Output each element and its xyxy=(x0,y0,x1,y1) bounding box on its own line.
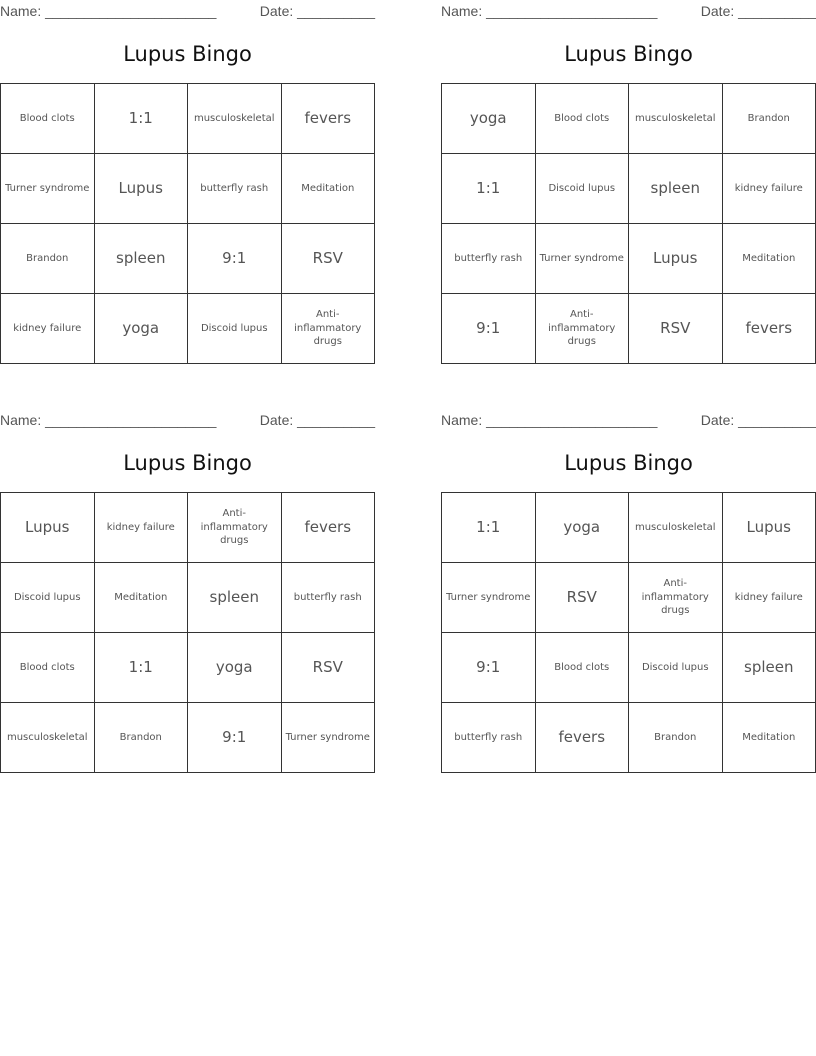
bingo-grid xyxy=(0,83,375,364)
grid-row xyxy=(442,703,816,773)
card-title: Lupus Bingo xyxy=(564,451,693,475)
bingo-cell[interactable]: kidney failure xyxy=(1,294,95,364)
bingo-cell[interactable]: Lupus xyxy=(1,493,95,563)
bingo-card-1 xyxy=(0,0,375,348)
bingo-cell[interactable]: Turner syndrome xyxy=(535,224,629,294)
bingo-cell[interactable]: yoga xyxy=(442,84,536,154)
bingo-grid xyxy=(441,83,816,364)
bingo-grid xyxy=(0,492,375,773)
bingo-cell[interactable]: yoga xyxy=(535,493,629,563)
bingo-cell[interactable]: musculoskeletal xyxy=(629,84,723,154)
grid-row xyxy=(442,633,816,703)
bingo-card-3 xyxy=(0,409,375,747)
bingo-cell[interactable]: Blood clots xyxy=(535,84,629,154)
bingo-cell[interactable]: fevers xyxy=(722,294,816,364)
bingo-cell[interactable]: Anti-inflammatory drugs xyxy=(535,294,629,364)
bingo-cell[interactable]: Turner syndrome xyxy=(442,563,536,633)
bingo-cell[interactable]: fevers xyxy=(281,493,375,563)
card-header xyxy=(441,0,816,24)
card-title: Lupus Bingo xyxy=(564,42,693,66)
bingo-cell[interactable]: spleen xyxy=(188,563,282,633)
bingo-cell[interactable]: Lupus xyxy=(94,154,188,224)
bingo-cell[interactable]: 1:1 xyxy=(442,154,536,224)
bingo-cell[interactable]: spleen xyxy=(94,224,188,294)
bingo-cell[interactable]: 9:1 xyxy=(442,294,536,364)
bingo-cell[interactable]: Brandon xyxy=(722,84,816,154)
grid-row xyxy=(442,493,816,563)
grid-row xyxy=(1,563,375,633)
grid-row xyxy=(1,493,375,563)
bingo-cell[interactable]: kidney failure xyxy=(722,154,816,224)
bingo-cell[interactable]: musculoskeletal xyxy=(1,703,95,773)
grid-row xyxy=(1,294,375,364)
bingo-card-4 xyxy=(441,409,816,747)
bingo-cell[interactable]: Turner syndrome xyxy=(281,703,375,773)
bingo-card-2 xyxy=(441,0,816,348)
bingo-cell[interactable]: yoga xyxy=(188,633,282,703)
bingo-cell[interactable]: 1:1 xyxy=(94,84,188,154)
name-field[interactable]: Name: ______________________ xyxy=(441,3,658,19)
card-header xyxy=(0,0,375,24)
name-field[interactable]: Name: ______________________ xyxy=(441,412,658,428)
grid-row xyxy=(1,154,375,224)
bingo-cell[interactable]: 1:1 xyxy=(94,633,188,703)
bingo-cell[interactable]: 9:1 xyxy=(188,703,282,773)
grid-row xyxy=(1,84,375,154)
date-field[interactable]: Date: __________ xyxy=(700,412,816,428)
card-header xyxy=(441,409,816,433)
bingo-cell[interactable]: kidney failure xyxy=(94,493,188,563)
bingo-cell[interactable]: Discoid lupus xyxy=(629,633,723,703)
bingo-cell[interactable]: Discoid lupus xyxy=(535,154,629,224)
bingo-cell[interactable]: Meditation xyxy=(281,154,375,224)
card-title: Lupus Bingo xyxy=(123,42,252,66)
bingo-cell[interactable]: fevers xyxy=(535,703,629,773)
name-field[interactable]: Name: ______________________ xyxy=(0,412,217,428)
date-field[interactable]: Date: __________ xyxy=(259,3,375,19)
bingo-cell[interactable]: Brandon xyxy=(94,703,188,773)
bingo-cell[interactable]: Discoid lupus xyxy=(188,294,282,364)
bingo-cell[interactable]: butterfly rash xyxy=(442,703,536,773)
bingo-cell[interactable]: RSV xyxy=(281,633,375,703)
date-field[interactable]: Date: __________ xyxy=(700,3,816,19)
bingo-cell[interactable]: Lupus xyxy=(629,224,723,294)
bingo-cell[interactable]: RSV xyxy=(629,294,723,364)
bingo-cell[interactable]: spleen xyxy=(629,154,723,224)
bingo-cell[interactable]: Lupus xyxy=(722,493,816,563)
grid-row xyxy=(442,294,816,364)
bingo-cell[interactable]: Blood clots xyxy=(1,84,95,154)
grid-row xyxy=(1,633,375,703)
bingo-cell[interactable]: Meditation xyxy=(722,703,816,773)
card-title: Lupus Bingo xyxy=(123,451,252,475)
bingo-cell[interactable]: RSV xyxy=(535,563,629,633)
bingo-cell[interactable]: musculoskeletal xyxy=(188,84,282,154)
bingo-cell[interactable]: butterfly rash xyxy=(188,154,282,224)
bingo-cell[interactable]: Anti-inflammatory drugs xyxy=(281,294,375,364)
bingo-cell[interactable]: butterfly rash xyxy=(442,224,536,294)
bingo-cell[interactable]: spleen xyxy=(722,633,816,703)
bingo-cell[interactable]: fevers xyxy=(281,84,375,154)
grid-row xyxy=(442,84,816,154)
bingo-cell[interactable]: butterfly rash xyxy=(281,563,375,633)
bingo-cell[interactable]: Blood clots xyxy=(535,633,629,703)
bingo-cell[interactable]: Anti-inflammatory drugs xyxy=(629,563,723,633)
bingo-cell[interactable]: Meditation xyxy=(722,224,816,294)
card-header xyxy=(0,409,375,433)
grid-row xyxy=(442,154,816,224)
bingo-cell[interactable]: RSV xyxy=(281,224,375,294)
bingo-cell[interactable]: kidney failure xyxy=(722,563,816,633)
bingo-cell[interactable]: Brandon xyxy=(1,224,95,294)
bingo-cell[interactable]: Brandon xyxy=(629,703,723,773)
bingo-cell[interactable]: Discoid lupus xyxy=(1,563,95,633)
grid-row xyxy=(442,563,816,633)
bingo-cell[interactable]: musculoskeletal xyxy=(629,493,723,563)
date-field[interactable]: Date: __________ xyxy=(259,412,375,428)
name-field[interactable]: Name: ______________________ xyxy=(0,3,217,19)
grid-row xyxy=(1,224,375,294)
bingo-cell[interactable]: 1:1 xyxy=(442,493,536,563)
bingo-cell[interactable]: yoga xyxy=(94,294,188,364)
bingo-cell[interactable]: Meditation xyxy=(94,563,188,633)
grid-row xyxy=(1,703,375,773)
grid-row xyxy=(442,224,816,294)
bingo-grid xyxy=(441,492,816,773)
bingo-cell[interactable]: Turner syndrome xyxy=(1,154,95,224)
bingo-cell[interactable]: Anti-inflammatory drugs xyxy=(188,493,282,563)
bingo-cell[interactable]: 9:1 xyxy=(442,633,536,703)
bingo-cell[interactable]: Blood clots xyxy=(1,633,95,703)
bingo-cell[interactable]: 9:1 xyxy=(188,224,282,294)
